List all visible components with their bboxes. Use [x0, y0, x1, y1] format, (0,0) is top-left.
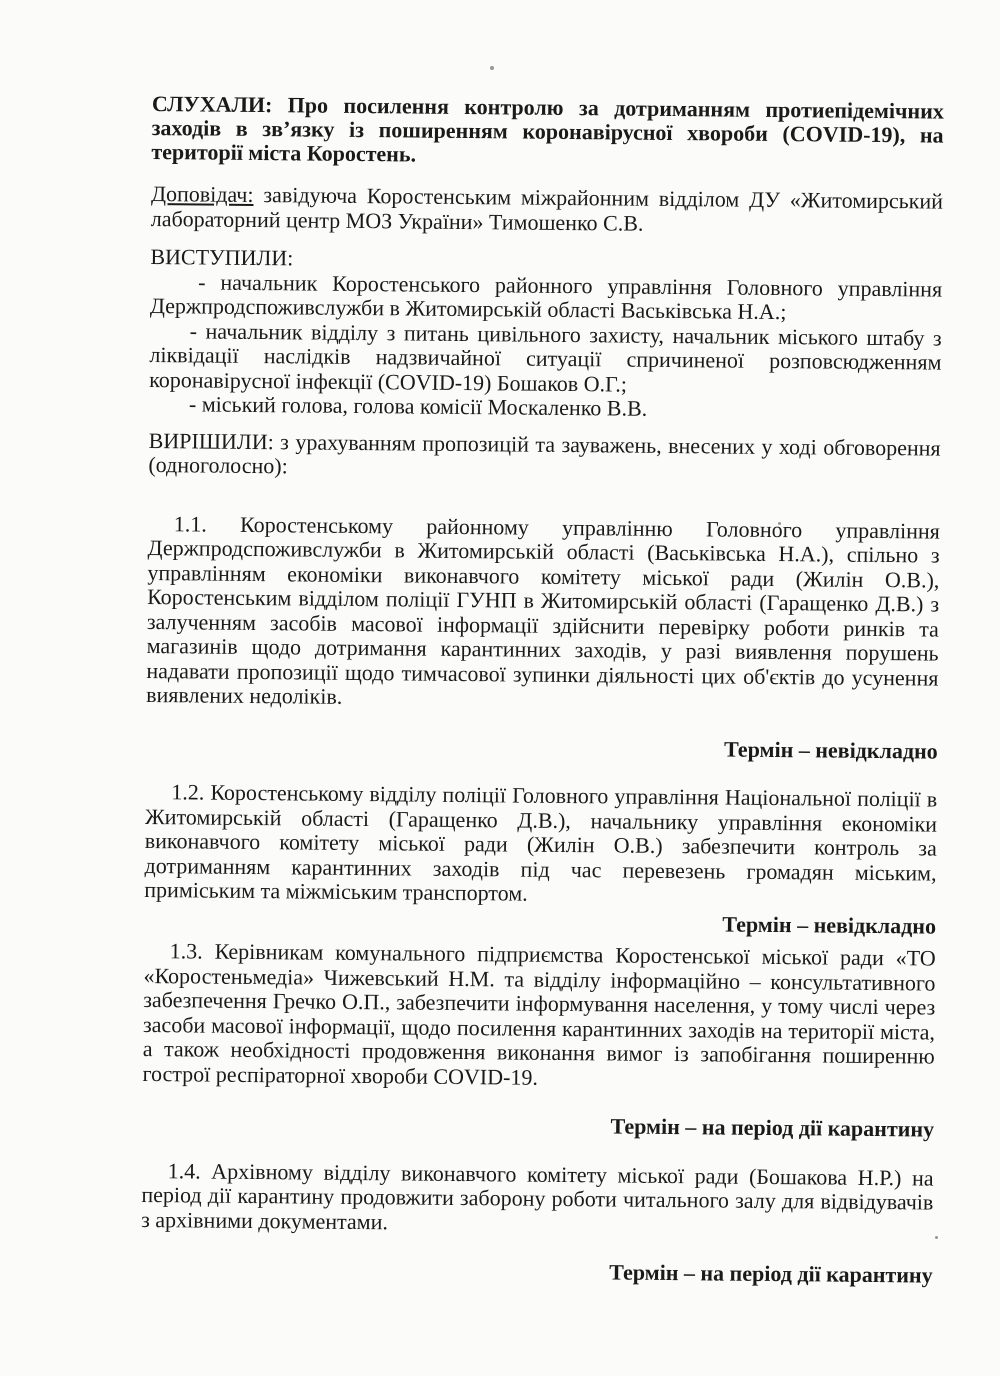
decision-item-1: 1.1. Коростенському районному управлінню Головного управління Держпродспоживслужби в Житомирській області (Васьківська Н.А.), спільно з управлінням економіки виконавчого комітету міської ради (Жилін О.В.), Коростенським відділом поліції ГУНП в Житомирській області (Гаращенко Д.В.) з залученням засобів масової інформації здійснити перевірку роботи ринків та магазинів щодо дотримання карантинних заходів, у разі виявлення порушень надавати пропозиції щодо тимчасової зупинки діяльності цих об'єктів до усунення виявлених недоліків. — [146, 510, 940, 709]
heard-text: Про посилення контролю за дотриманням протиепідемічних заходів в зв’язку із поширенням коронавірусної хвороби (COVID-19), на території міста Коростень. — [151, 92, 944, 167]
reporter-label: Доповідач: — [150, 180, 254, 207]
decided-text: з урахуванням пропозицій та зауважень, внесених у ході обговорення (одноголосно): — [148, 428, 941, 479]
decision-item-3: 1.3. Керівникам комунального підприємства Коростенської міської ради «ТО «Коростеньмедіа» Чижевський Н.М. та відділу інформаційно – консультативного забезпечення Гречко О.П., забезпечити інформування населення, у тому числі через засоби масової інформації, щодо посилення карантинних заходів на території міста, а також необхідності продовження виконання вимог із запобігання поширенню гострої респіраторної хвороби COVID-19. — [142, 938, 936, 1090]
decided-label: ВИРІШИЛИ: — [148, 427, 274, 454]
deadline-4: Термін – на період дії карантину — [609, 1259, 933, 1288]
decision-item-4: 1.4. Архівному відділу виконавчого комітету міської ради (Бошакова Н.Р.) на період дії карантину продовжити заборону роботи читального залу для відвідувачів з архівними документами. — [141, 1157, 934, 1234]
spoke-item: - начальник відділу з питань цивільного захисту, начальник міського штабу з ліквідації наслідків надзвичайної ситуації спричиненої розповсюдженням коронавірусної інфекції (COVID-19) Бошаков О.Г.; — [149, 317, 942, 397]
decision-item-2: 1.2. Коростенському відділу поліції Головного управління Національної поліції в Житомирській області (Гаращенко Д.В.), начальнику управління економіки виконавчого комітету міської ради (Жилін О.В.) забезпечити контроль за дотриманням карантинних заходів під час перевезень громадян міським, приміським та міжміським транспортом. — [144, 779, 938, 906]
reporter-text: завідуюча Коростенським міжрайонним відділом ДУ «Житомирський лабораторний центр МОЗ України» Тимошенко С.В. — [150, 181, 944, 236]
spoke-title: ВИСТУПИЛИ: — [150, 243, 294, 271]
deadline-2: Термін – невідкладно — [722, 911, 937, 939]
scan-speck — [490, 66, 494, 70]
scan-speck — [935, 1236, 938, 1239]
deadline-1: Термін – невідкладно — [723, 736, 938, 764]
deadline-3: Термін – на період дії карантину — [610, 1113, 935, 1142]
reporter-paragraph — [151, 182, 943, 239]
spoke-item: - міський голова, голова комісії Москаленко В.В. — [188, 391, 648, 421]
spoke-item: - начальник Коростенського районного управління Головного управління Держпродспоживслужби в Житомирській області Васьківська Н.А.; — [149, 268, 943, 325]
decided-paragraph — [148, 428, 940, 485]
heard-label: СЛУХАЛИ: — [151, 91, 273, 118]
heard-paragraph — [151, 92, 944, 172]
document-body — [140, 92, 944, 1312]
